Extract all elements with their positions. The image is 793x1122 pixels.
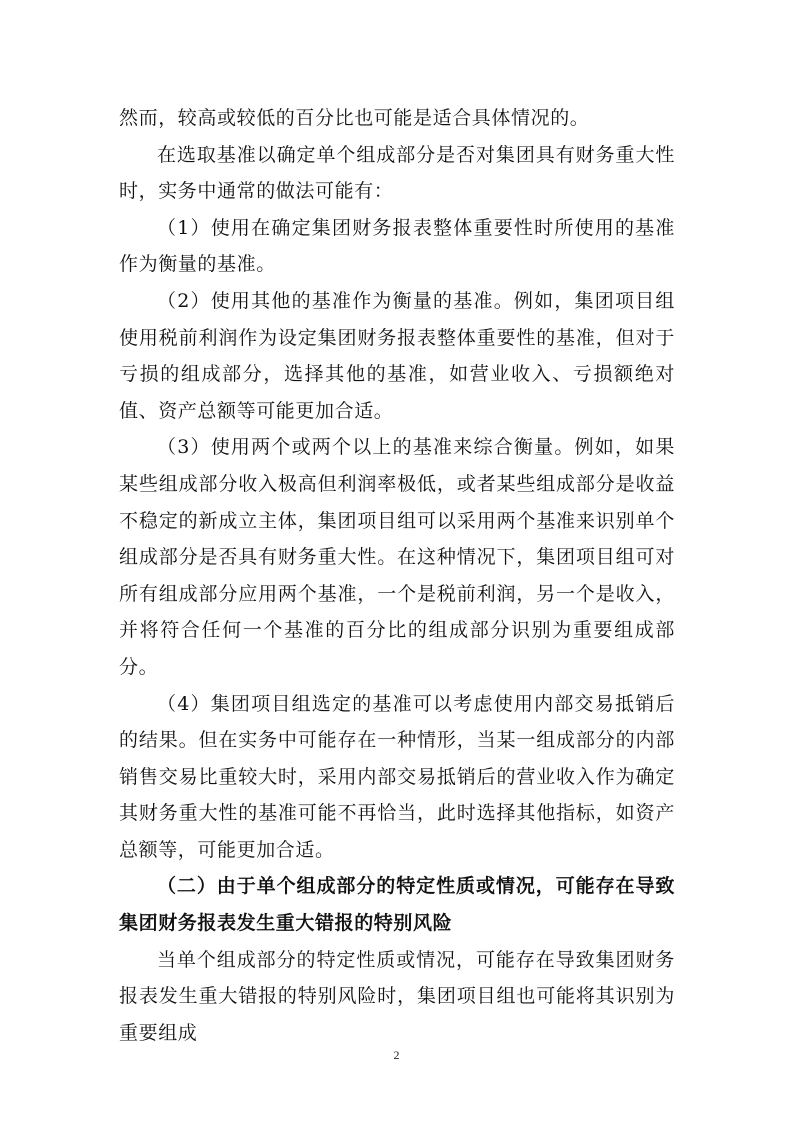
section-heading-2: （二）由于单个组成部分的特定性质或情况，可能存在导致集团财务报表发生重大错报的特别风险 [119, 875, 675, 935]
page-body [119, 100, 675, 1051]
page-number: 2 [393, 1048, 400, 1062]
paragraph-item-4: （4）集团项目组选定的基准可以考虑使用内部交易抵销后的结果。但在实务中可能存在一种情形，当某一组成部分的内部销售交易比重较大时，采用内部交易抵销后的营业收入作为确定其财务重大性的基准可能不再恰当，此时选择其他指标，如资产总额等，可能更加合适。 [119, 692, 675, 861]
paragraph-item-2: （2）使用其他的基准作为衡量的基准。例如，集团项目组使用税前利润作为设定集团财务报表整体重要性的基准，但对于亏损的组成部分，选择其他的基准，如营业收入、亏损额绝对值、资产总额等可能更加合适。 [119, 289, 675, 422]
paragraph-special-risk: 当单个组成部分的特定性质或情况，可能存在导致集团财务报表发生重大错报的特别风险时，集团项目组也可能将其识别为重要组成 [119, 948, 675, 1044]
paragraph-item-1: （1）使用在确定集团财务报表整体重要性时所使用的基准作为衡量的基准。 [119, 216, 675, 276]
paragraph-item-3: （3）使用两个或两个以上的基准来综合衡量。例如，如果某些组成部分收入极高但利润率极低，或者某些组成部分是收益不稳定的新成立主体，集团项目组可以采用两个基准来识别单个组成部分是否具有财务重大性。在这种情况下，集团项目组可对所有组成部分应用两个基准，一个是税前利润，另一个是收入，并将符合任何一个基准的百分比的组成部分识别为重要组成部分。 [119, 436, 675, 678]
paragraph-benchmark-intro: 在选取基准以确定单个组成部分是否对集团具有财务重大性时，实务中通常的做法可能有： [119, 143, 675, 203]
paragraph-continuation: 然而，较高或较低的百分比也可能是适合具体情况的。 [119, 107, 590, 129]
